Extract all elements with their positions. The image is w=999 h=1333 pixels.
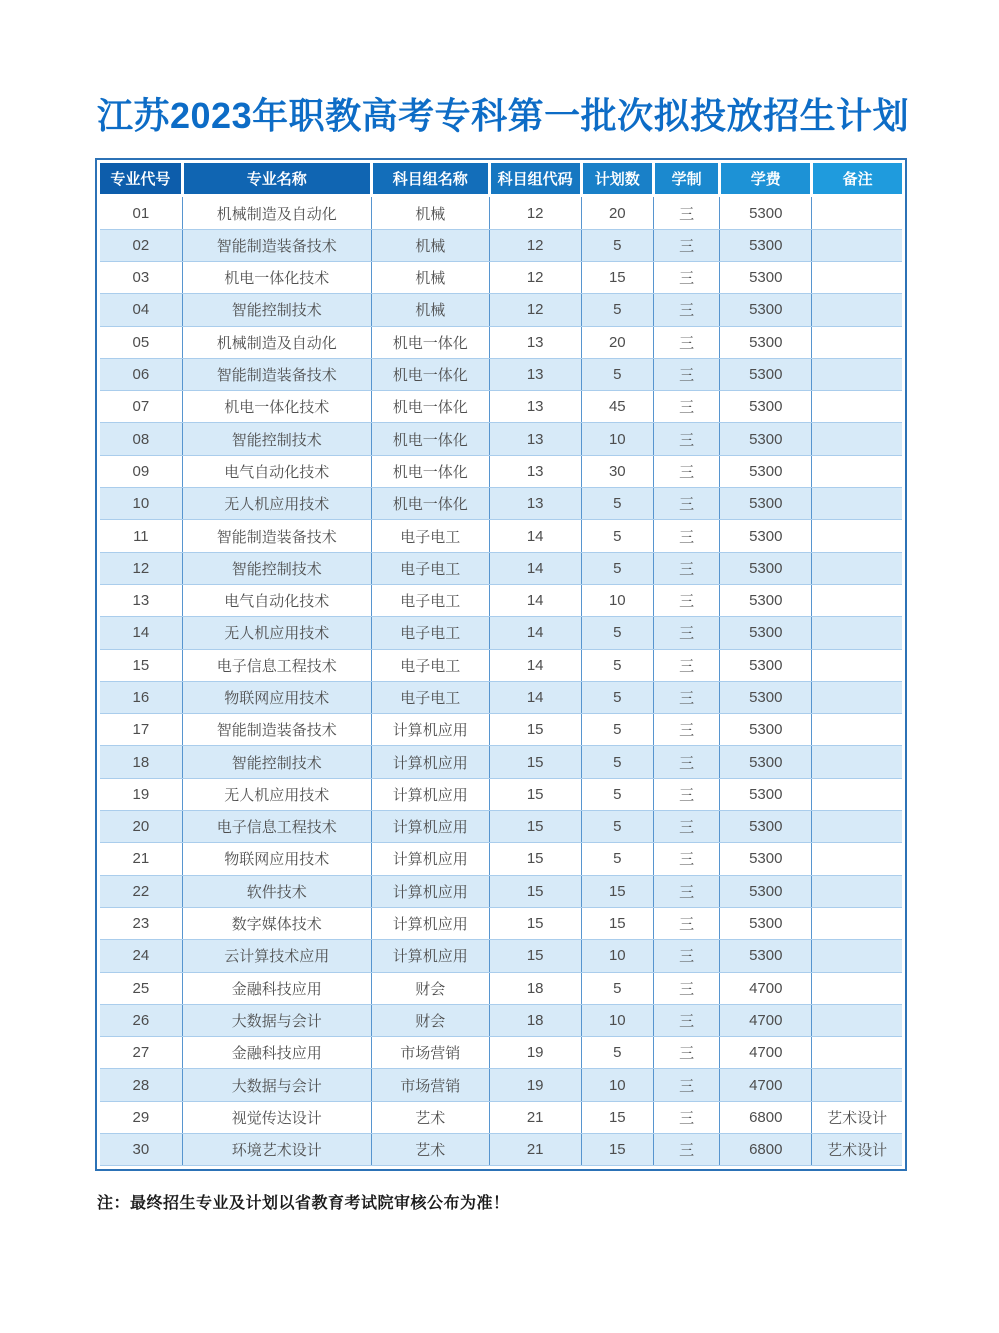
table-cell: 物联网应用技术 — [182, 843, 371, 875]
table-cell: 机电一体化 — [371, 358, 489, 390]
table-cell — [812, 455, 902, 487]
table-row — [100, 778, 902, 810]
table-cell: 机械 — [371, 196, 489, 229]
table-cell — [812, 972, 902, 1004]
table-cell: 26 — [100, 1004, 182, 1036]
table-cell: 6800 — [720, 1101, 812, 1133]
table-cell: 无人机应用技术 — [182, 778, 371, 810]
table-cell: 12 — [489, 261, 581, 293]
table-cell: 机械制造及自动化 — [182, 326, 371, 358]
column-header: 计划数 — [581, 163, 653, 196]
table-cell — [812, 520, 902, 552]
table-cell: 14 — [489, 520, 581, 552]
table-cell: 02 — [100, 229, 182, 261]
table-row — [100, 746, 902, 778]
table-cell: 10 — [100, 488, 182, 520]
table-row — [100, 261, 902, 293]
table-cell — [812, 423, 902, 455]
table-cell: 5 — [581, 811, 653, 843]
table-cell: 智能控制技术 — [182, 294, 371, 326]
page-title: 江苏2023年职教高考专科第一批次拟投放招生计划 — [97, 95, 910, 136]
table-cell — [812, 778, 902, 810]
table-cell: 三 — [653, 294, 719, 326]
table-row — [100, 907, 902, 939]
table-cell: 云计算技术应用 — [182, 940, 371, 972]
table-cell: 17 — [100, 714, 182, 746]
table-cell: 艺术 — [371, 1134, 489, 1166]
table-cell: 机电一体化 — [371, 391, 489, 423]
table-cell: 20 — [100, 811, 182, 843]
table-cell: 智能控制技术 — [182, 746, 371, 778]
table-cell: 三 — [653, 423, 719, 455]
table-cell: 智能制造装备技术 — [182, 358, 371, 390]
table-cell: 5 — [581, 972, 653, 1004]
table-cell: 机电一体化 — [371, 326, 489, 358]
table-cell: 15 — [100, 649, 182, 681]
table-cell — [812, 584, 902, 616]
table-cell: 16 — [100, 681, 182, 713]
table-cell: 5300 — [720, 294, 812, 326]
table-cell: 5300 — [720, 811, 812, 843]
table-cell: 10 — [581, 940, 653, 972]
table-row — [100, 391, 902, 423]
table-cell: 三 — [653, 811, 719, 843]
table-cell: 视觉传达设计 — [182, 1101, 371, 1133]
table-cell: 金融科技应用 — [182, 972, 371, 1004]
table-cell: 14 — [100, 617, 182, 649]
table-cell: 三 — [653, 681, 719, 713]
table-cell: 计算机应用 — [371, 811, 489, 843]
table-cell: 市场营销 — [371, 1069, 489, 1101]
table-cell — [812, 488, 902, 520]
table-cell: 5300 — [720, 391, 812, 423]
table-row — [100, 584, 902, 616]
table-cell: 4700 — [720, 1069, 812, 1101]
table-cell: 5300 — [720, 584, 812, 616]
table-cell: 5 — [581, 358, 653, 390]
column-header: 备注 — [812, 163, 902, 196]
table-cell: 10 — [581, 1004, 653, 1036]
table-cell: 15 — [581, 261, 653, 293]
table-cell: 5300 — [720, 875, 812, 907]
table-cell: 计算机应用 — [371, 746, 489, 778]
table-cell: 艺术 — [371, 1101, 489, 1133]
table-cell: 5300 — [720, 326, 812, 358]
table-cell: 13 — [489, 358, 581, 390]
table-cell: 12 — [489, 196, 581, 229]
table-cell: 机械 — [371, 294, 489, 326]
table-cell: 28 — [100, 1069, 182, 1101]
table-cell: 15 — [581, 907, 653, 939]
table-cell — [812, 843, 902, 875]
admission-plan-table — [100, 163, 902, 1166]
table-cell — [812, 714, 902, 746]
table-cell: 25 — [100, 972, 182, 1004]
table-header-row — [100, 163, 902, 196]
table-cell: 机械制造及自动化 — [182, 196, 371, 229]
table-cell: 三 — [653, 455, 719, 487]
table-cell: 三 — [653, 940, 719, 972]
table-row — [100, 196, 902, 229]
table-cell: 机械 — [371, 261, 489, 293]
table-cell: 13 — [489, 488, 581, 520]
table-cell: 13 — [489, 455, 581, 487]
table-cell: 11 — [100, 520, 182, 552]
table-cell: 10 — [581, 1069, 653, 1101]
table-cell: 财会 — [371, 1004, 489, 1036]
table-cell: 5 — [581, 714, 653, 746]
table-cell — [812, 1004, 902, 1036]
table-cell: 机电一体化技术 — [182, 391, 371, 423]
table-cell: 计算机应用 — [371, 875, 489, 907]
table-cell: 5300 — [720, 229, 812, 261]
table-cell: 5 — [581, 617, 653, 649]
table-row — [100, 520, 902, 552]
table-cell: 三 — [653, 875, 719, 907]
table-row — [100, 811, 902, 843]
table-cell: 01 — [100, 196, 182, 229]
table-cell: 三 — [653, 778, 719, 810]
table-cell: 15 — [489, 843, 581, 875]
table-row — [100, 358, 902, 390]
table-cell: 4700 — [720, 1037, 812, 1069]
table-cell: 09 — [100, 455, 182, 487]
table-cell: 数字媒体技术 — [182, 907, 371, 939]
table-cell: 5300 — [720, 552, 812, 584]
table-cell: 计算机应用 — [371, 940, 489, 972]
table-row — [100, 714, 902, 746]
table-cell: 15 — [489, 714, 581, 746]
table-cell: 三 — [653, 488, 719, 520]
table-cell: 5300 — [720, 455, 812, 487]
table-cell: 5 — [581, 229, 653, 261]
table-cell: 30 — [581, 455, 653, 487]
table-cell: 电气自动化技术 — [182, 455, 371, 487]
table-cell: 15 — [489, 746, 581, 778]
table-cell: 电子电工 — [371, 617, 489, 649]
table-cell: 12 — [100, 552, 182, 584]
table-cell: 5300 — [720, 196, 812, 229]
table-cell: 03 — [100, 261, 182, 293]
table-cell: 05 — [100, 326, 182, 358]
table-cell: 15 — [581, 1101, 653, 1133]
table-cell: 三 — [653, 649, 719, 681]
column-header: 专业代号 — [100, 163, 182, 196]
table-row — [100, 1069, 902, 1101]
table-cell — [812, 907, 902, 939]
table-body — [100, 196, 902, 1166]
table-cell: 三 — [653, 1101, 719, 1133]
table-cell: 23 — [100, 907, 182, 939]
table-cell: 5300 — [720, 746, 812, 778]
table-row — [100, 423, 902, 455]
table-cell: 软件技术 — [182, 875, 371, 907]
table-cell: 三 — [653, 1037, 719, 1069]
table-cell: 三 — [653, 746, 719, 778]
admission-plan-table-frame — [95, 158, 907, 1171]
table-cell: 大数据与会计 — [182, 1069, 371, 1101]
table-cell: 14 — [489, 681, 581, 713]
table-row — [100, 1037, 902, 1069]
table-row — [100, 681, 902, 713]
table-cell: 物联网应用技术 — [182, 681, 371, 713]
table-cell: 15 — [489, 778, 581, 810]
table-cell — [812, 940, 902, 972]
table-cell: 18 — [489, 1004, 581, 1036]
table-row — [100, 1004, 902, 1036]
table-cell — [812, 746, 902, 778]
table-cell: 5300 — [720, 940, 812, 972]
table-cell: 27 — [100, 1037, 182, 1069]
table-cell: 5300 — [720, 488, 812, 520]
table-cell: 13 — [489, 391, 581, 423]
table-cell: 三 — [653, 843, 719, 875]
table-cell: 机电一体化 — [371, 423, 489, 455]
table-cell — [812, 811, 902, 843]
table-row — [100, 1134, 902, 1166]
table-cell: 22 — [100, 875, 182, 907]
column-header: 专业名称 — [182, 163, 371, 196]
table-cell — [812, 261, 902, 293]
table-cell: 5 — [581, 681, 653, 713]
column-header: 学费 — [720, 163, 812, 196]
table-cell: 5300 — [720, 617, 812, 649]
table-cell: 45 — [581, 391, 653, 423]
table-cell: 19 — [489, 1069, 581, 1101]
table-cell: 12 — [489, 294, 581, 326]
table-cell: 三 — [653, 229, 719, 261]
table-cell: 电子信息工程技术 — [182, 811, 371, 843]
table-cell — [812, 681, 902, 713]
table-row — [100, 617, 902, 649]
table-cell: 三 — [653, 1134, 719, 1166]
table-cell: 市场营销 — [371, 1037, 489, 1069]
table-cell — [812, 875, 902, 907]
table-cell: 15 — [489, 875, 581, 907]
table-cell: 24 — [100, 940, 182, 972]
table-cell: 三 — [653, 584, 719, 616]
content-area — [95, 95, 910, 1213]
table-cell: 电子电工 — [371, 520, 489, 552]
table-row — [100, 229, 902, 261]
table-cell: 环境艺术设计 — [182, 1134, 371, 1166]
table-cell: 三 — [653, 261, 719, 293]
table-cell: 电子电工 — [371, 681, 489, 713]
table-cell: 14 — [489, 552, 581, 584]
table-cell: 14 — [489, 617, 581, 649]
table-cell: 04 — [100, 294, 182, 326]
table-cell: 机电一体化技术 — [182, 261, 371, 293]
table-row — [100, 326, 902, 358]
table-cell: 智能制造装备技术 — [182, 520, 371, 552]
table-cell: 机械 — [371, 229, 489, 261]
table-cell — [812, 391, 902, 423]
table-cell: 三 — [653, 196, 719, 229]
table-cell: 电子信息工程技术 — [182, 649, 371, 681]
table-cell: 三 — [653, 714, 719, 746]
table-cell — [812, 1037, 902, 1069]
table-cell: 三 — [653, 907, 719, 939]
table-cell — [812, 617, 902, 649]
table-cell: 5 — [581, 843, 653, 875]
table-cell: 计算机应用 — [371, 714, 489, 746]
table-cell: 19 — [100, 778, 182, 810]
table-cell: 08 — [100, 423, 182, 455]
table-cell: 艺术设计 — [812, 1101, 902, 1133]
table-cell: 三 — [653, 1069, 719, 1101]
table-cell: 大数据与会计 — [182, 1004, 371, 1036]
table-cell: 4700 — [720, 1004, 812, 1036]
table-cell: 5 — [581, 778, 653, 810]
table-cell: 15 — [489, 907, 581, 939]
table-cell: 29 — [100, 1101, 182, 1133]
table-cell: 计算机应用 — [371, 778, 489, 810]
table-cell: 21 — [489, 1101, 581, 1133]
table-cell: 智能制造装备技术 — [182, 229, 371, 261]
table-cell: 计算机应用 — [371, 907, 489, 939]
table-cell: 19 — [489, 1037, 581, 1069]
table-cell: 5300 — [720, 843, 812, 875]
table-cell: 三 — [653, 617, 719, 649]
table-cell: 艺术设计 — [812, 1134, 902, 1166]
table-cell: 5300 — [720, 520, 812, 552]
table-cell: 5300 — [720, 907, 812, 939]
table-cell: 15 — [581, 1134, 653, 1166]
table-row — [100, 455, 902, 487]
table-cell: 21 — [489, 1134, 581, 1166]
table-cell: 三 — [653, 358, 719, 390]
table-cell: 12 — [489, 229, 581, 261]
table-cell: 5 — [581, 488, 653, 520]
table-cell: 5 — [581, 1037, 653, 1069]
table-cell: 4700 — [720, 972, 812, 1004]
table-cell: 智能控制技术 — [182, 552, 371, 584]
table-cell: 电子电工 — [371, 584, 489, 616]
table-cell: 无人机应用技术 — [182, 488, 371, 520]
table-cell — [812, 229, 902, 261]
table-cell: 无人机应用技术 — [182, 617, 371, 649]
table-cell: 计算机应用 — [371, 843, 489, 875]
table-row — [100, 972, 902, 1004]
table-cell — [812, 358, 902, 390]
table-row — [100, 843, 902, 875]
table-cell: 5 — [581, 649, 653, 681]
table-row — [100, 940, 902, 972]
table-row — [100, 1101, 902, 1133]
table-row — [100, 649, 902, 681]
table-cell: 14 — [489, 649, 581, 681]
table-cell: 07 — [100, 391, 182, 423]
table-cell — [812, 1069, 902, 1101]
table-cell: 6800 — [720, 1134, 812, 1166]
table-cell: 5300 — [720, 358, 812, 390]
table-cell: 三 — [653, 1004, 719, 1036]
table-cell: 06 — [100, 358, 182, 390]
column-header: 科目组代码 — [489, 163, 581, 196]
table-cell: 30 — [100, 1134, 182, 1166]
table-row — [100, 488, 902, 520]
column-header: 科目组名称 — [371, 163, 489, 196]
table-row — [100, 875, 902, 907]
table-cell — [812, 552, 902, 584]
table-cell: 10 — [581, 423, 653, 455]
table-row — [100, 294, 902, 326]
table-cell — [812, 649, 902, 681]
table-cell: 三 — [653, 520, 719, 552]
table-cell: 18 — [489, 972, 581, 1004]
table-cell: 15 — [489, 940, 581, 972]
table-cell: 18 — [100, 746, 182, 778]
table-cell: 21 — [100, 843, 182, 875]
column-header: 学制 — [653, 163, 719, 196]
table-cell — [812, 294, 902, 326]
table-cell: 5300 — [720, 681, 812, 713]
table-cell: 13 — [489, 326, 581, 358]
table-row — [100, 552, 902, 584]
table-cell — [812, 326, 902, 358]
table-cell: 三 — [653, 391, 719, 423]
table-cell: 20 — [581, 326, 653, 358]
table-cell: 三 — [653, 326, 719, 358]
table-cell: 13 — [489, 423, 581, 455]
table-cell: 5 — [581, 746, 653, 778]
table-cell: 5300 — [720, 778, 812, 810]
table-cell: 电子电工 — [371, 649, 489, 681]
table-cell: 5300 — [720, 649, 812, 681]
table-cell: 5 — [581, 520, 653, 552]
table-cell: 5 — [581, 294, 653, 326]
table-cell: 13 — [100, 584, 182, 616]
table-cell: 机电一体化 — [371, 488, 489, 520]
table-cell: 电子电工 — [371, 552, 489, 584]
table-cell: 14 — [489, 584, 581, 616]
table-cell: 三 — [653, 552, 719, 584]
table-cell: 三 — [653, 972, 719, 1004]
table-cell: 智能控制技术 — [182, 423, 371, 455]
table-cell: 5300 — [720, 714, 812, 746]
table-cell: 电气自动化技术 — [182, 584, 371, 616]
table-cell: 20 — [581, 196, 653, 229]
table-cell: 财会 — [371, 972, 489, 1004]
table-cell: 10 — [581, 584, 653, 616]
table-cell: 15 — [581, 875, 653, 907]
table-cell: 机电一体化 — [371, 455, 489, 487]
table-cell: 5300 — [720, 423, 812, 455]
table-cell: 5300 — [720, 261, 812, 293]
table-cell: 5 — [581, 552, 653, 584]
table-cell: 金融科技应用 — [182, 1037, 371, 1069]
table-cell — [812, 196, 902, 229]
table-cell: 智能制造装备技术 — [182, 714, 371, 746]
table-cell: 15 — [489, 811, 581, 843]
footnote: 注：最终招生专业及计划以省教育考试院审核公布为准！ — [97, 1195, 510, 1213]
